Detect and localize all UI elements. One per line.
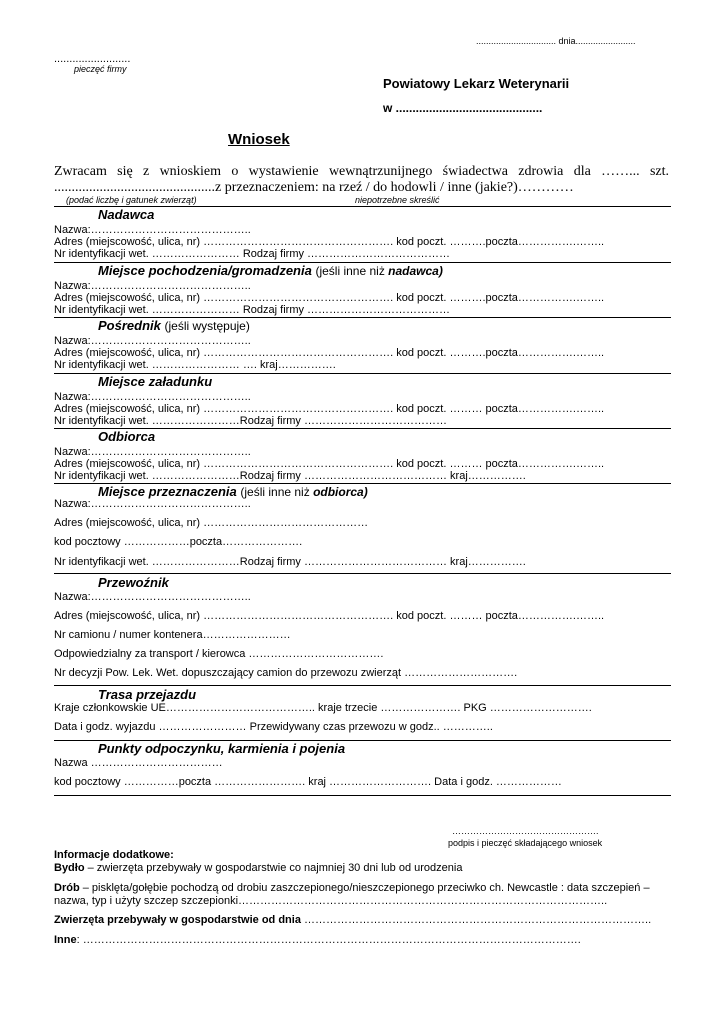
section-note-bold: odbiorca) xyxy=(313,485,368,499)
zaladunek-name-field[interactable]: Nazwa:…………………………………….. xyxy=(54,391,251,403)
info-drob-label: Drób xyxy=(54,882,80,894)
section-przewoznik-title xyxy=(98,575,169,591)
section-note-bold: nadawca) xyxy=(388,264,443,278)
intro-line-2: ..............................................z przeznaczeniem: na rzeź / do hodowli / inne (jakie?)………… xyxy=(54,180,574,195)
section-title-text: Miejsce załadunku xyxy=(98,374,213,389)
section-trasa-title xyxy=(98,687,196,703)
przeznaczenie-name-field[interactable]: Nazwa:…………………………………….. xyxy=(54,498,251,510)
section-note: (jeśli występuje) xyxy=(164,319,250,333)
company-stamp-label: pieczęć firmy xyxy=(74,64,127,74)
document-title: Wniosek xyxy=(228,131,290,148)
section-note: (jeśli inne niż xyxy=(240,485,314,499)
info-bydlo-text: – zwierzęta przebywały w gospodarstwie co najmniej 30 dni lub od urodzenia xyxy=(84,862,463,874)
section-nadawca-title xyxy=(98,207,154,223)
posrednik-address-field[interactable]: Adres (miejscowość, ulica, nr) ……………………………………………. kod poczt. ……….poczta…………….…….. xyxy=(54,347,605,359)
date-field[interactable]: ................................ dnia........................ xyxy=(476,36,636,46)
pochodzenie-id-field[interactable]: Nr identyfikacji wet. …………………… Rodzaj firmy ………………………………… xyxy=(54,304,451,316)
section-note: (jeśli inne niż xyxy=(315,264,389,278)
info-zwierzeta-label: Zwierzęta przebywały w gospodarstwie od dnia xyxy=(54,914,301,926)
odbiorca-address-field[interactable]: Adres (miejscowość, ulica, nr) ……………………………………………. kod poczt. ……… poczta…………….…….. xyxy=(54,458,605,470)
intro-note-right: niepotrzebne skreślić xyxy=(355,195,440,205)
nadawca-name-field[interactable]: Nazwa:…………………………………….. xyxy=(54,224,251,236)
przewoznik-container-field[interactable]: Nr camionu / numer kontenera…………………… xyxy=(54,629,291,641)
section-title-text: Punkty odpoczynku, karmienia i pojenia xyxy=(98,741,346,756)
odbiorca-id-field[interactable]: Nr identyfikacji wet. ……………………Rodzaj firmy ………………………………… kraj……………. xyxy=(54,470,526,482)
section-title-text: Miejsce przeznaczenia xyxy=(98,484,237,499)
recipient-location-field[interactable]: w ............................................ xyxy=(383,101,543,115)
info-bydlo xyxy=(54,862,462,875)
divider xyxy=(54,573,671,574)
zaladunek-id-field[interactable]: Nr identyfikacji wet. ……………………Rodzaj firmy ………………………………… xyxy=(54,415,447,427)
punkty-name-field[interactable]: Nazwa ……………………………… xyxy=(54,757,223,769)
section-zaladunek-title xyxy=(98,374,212,390)
info-bydlo-label: Bydło xyxy=(54,862,85,874)
info-inne-field[interactable]: : ………………………………………………………………………………………………………………………. xyxy=(76,934,581,946)
odbiorca-name-field[interactable]: Nazwa:…………………………………….. xyxy=(54,446,251,458)
section-title-text: Trasa przejazdu xyxy=(98,687,197,702)
intro-line-1: Zwracam się z wnioskiem o wystawienie wewnątrzunijnego świadectwa zdrowia dla ……... szt. xyxy=(54,164,669,179)
section-pochodzenie-title xyxy=(98,263,443,279)
section-punkty-title xyxy=(98,741,345,757)
przeznaczenie-id-field[interactable]: Nr identyfikacji wet. ……………………Rodzaj firmy ………………………………… kraj……………. xyxy=(54,556,526,568)
posrednik-id-field[interactable]: Nr identyfikacji wet. …………………… …. kraj……………. xyxy=(54,359,336,371)
recipient-title: Powiatowy Lekarz Weterynarii xyxy=(383,76,570,91)
section-title-text: Nadawca xyxy=(98,207,155,222)
section-title-text: Pośrednik xyxy=(98,318,161,333)
trasa-departure-field[interactable]: Data i godz. wyjazdu …………………… Przewidywany czas przewozu w godz.. ………….. xyxy=(54,721,493,733)
section-title-text: Miejsce pochodzenia/gromadzenia xyxy=(98,263,312,278)
info-zwierzeta[interactable] xyxy=(54,914,651,927)
punkty-postcode-field[interactable]: kod pocztowy ……………poczta ……………………. kraj ………………………. Data i godz. ……………… xyxy=(54,776,562,788)
pochodzenie-address-field[interactable]: Adres (miejscowość, ulica, nr) ……………………………………………. kod poczt. ……….poczta…………….…….. xyxy=(54,292,605,304)
signature-field[interactable]: …………………………………………. xyxy=(452,826,599,836)
przewoznik-decision-field[interactable]: Nr decyzji Pow. Lek. Wet. dopuszczający camion do przewozu zwierząt …………………………. xyxy=(54,667,518,679)
section-odbiorca-title xyxy=(98,429,155,445)
section-title-text: Przewoźnik xyxy=(98,575,169,590)
signature-label: podpis i pieczęć składającego wniosek xyxy=(448,838,603,848)
nadawca-address-field[interactable]: Adres (miejscowość, ulica, nr) ……………………………………………. kod poczt. ……….poczta…………….…….. xyxy=(54,236,605,248)
zaladunek-address-field[interactable]: Adres (miejscowość, ulica, nr) ……………………………………………. kod poczt. ……… poczta…………….…….. xyxy=(54,403,605,415)
przewoznik-name-field[interactable]: Nazwa:…………………………………….. xyxy=(54,591,251,603)
company-stamp-field[interactable]: ......................... xyxy=(54,53,131,65)
section-title-text: Odbiorca xyxy=(98,429,156,444)
trasa-countries-field[interactable]: Kraje członkowskie UE………………………………….. kraje trzecie …………………. PKG ………………………. xyxy=(54,702,592,714)
przeznaczenie-postcode-field[interactable]: kod pocztowy ………………poczta…………………. xyxy=(54,536,303,548)
info-zwierzeta-field[interactable]: ………………………………………………………………………………….. xyxy=(300,914,652,926)
przewoznik-driver-field[interactable]: Odpowiedzialny za transport / kierowca ………………………………. xyxy=(54,648,384,660)
intro-paragraph xyxy=(54,164,669,196)
info-drob xyxy=(54,882,650,895)
info-inne[interactable] xyxy=(54,934,581,947)
pochodzenie-name-field[interactable]: Nazwa:…………………………………….. xyxy=(54,280,251,292)
info-drob-text: – pisklęta/gołębie pochodzą od drobiu zaszczepionego/nieszczepionego przeciwko ch. Newcastle : data szczepień – xyxy=(79,882,650,894)
info-inne-label: Inne xyxy=(54,934,77,946)
divider xyxy=(54,685,671,686)
przeznaczenie-address-field[interactable]: Adres (miejscowość, ulica, nr) ……………………………………… xyxy=(54,517,369,529)
przewoznik-address-field[interactable]: Adres (miejscowość, ulica, nr) ……………………………………………. kod poczt. ……… poczta…………….…….. xyxy=(54,610,605,622)
posrednik-name-field[interactable]: Nazwa:…………………………………….. xyxy=(54,335,251,347)
info-heading: Informacje dodatkowe: xyxy=(54,849,174,861)
intro-note-left: (podać liczbę i gatunek zwierząt) xyxy=(66,195,197,205)
nadawca-id-field[interactable]: Nr identyfikacji wet. …………………… Rodzaj firmy ………………………………… xyxy=(54,248,451,260)
section-posrednik-title xyxy=(98,318,250,334)
info-drob-vaccine-field[interactable]: nazwa, typ i użyty szczep szczepionki……………………………………………………………………………………….. xyxy=(54,895,608,907)
divider xyxy=(54,795,671,796)
